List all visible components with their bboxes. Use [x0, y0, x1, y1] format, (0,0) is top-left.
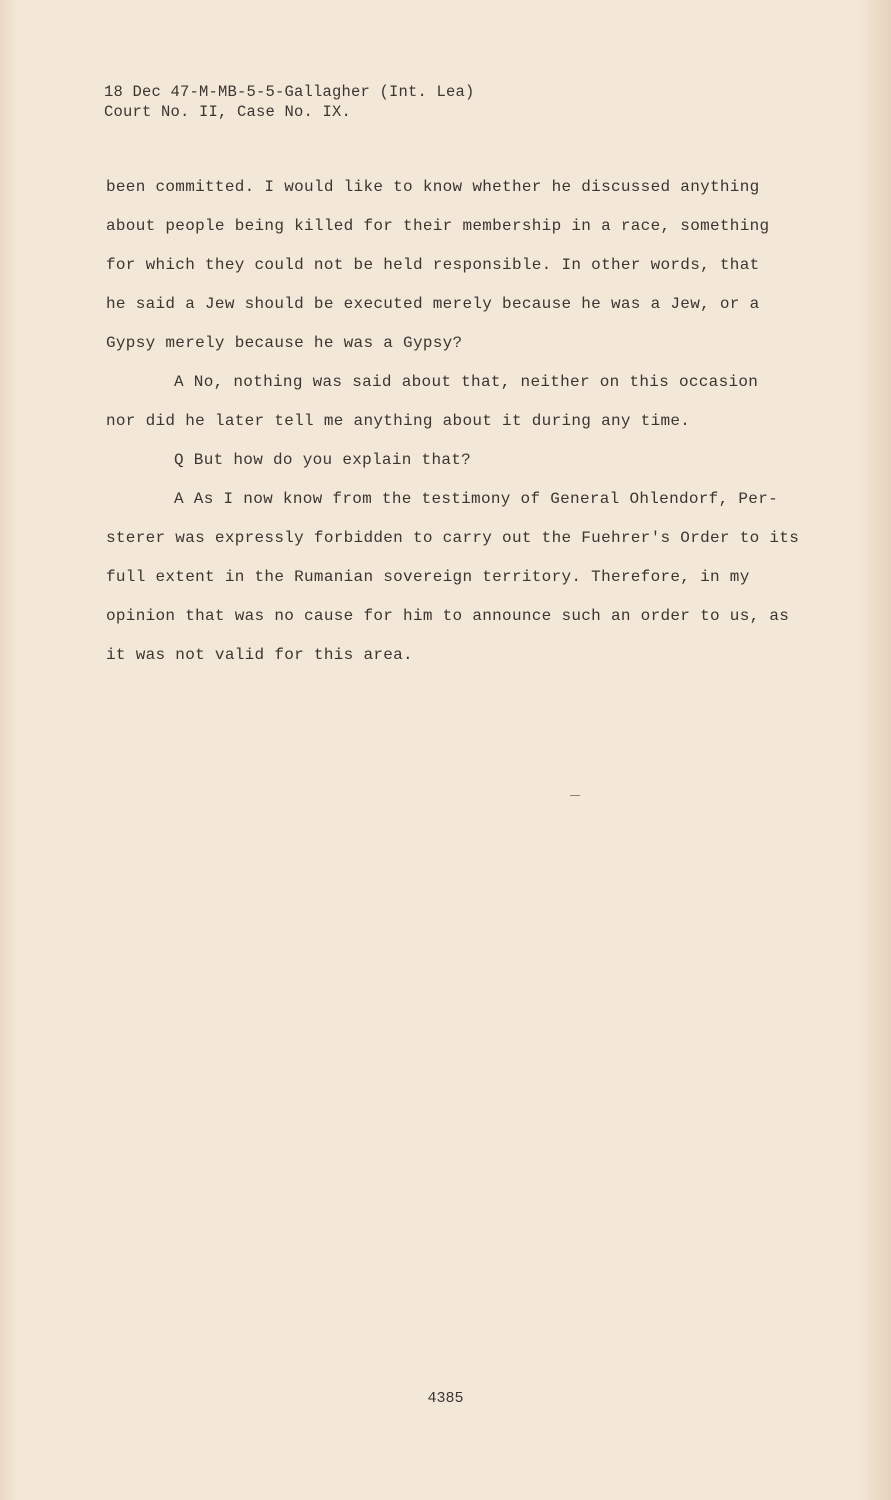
- transcript-line: nor did he later tell me anything about it during any time.: [106, 412, 691, 430]
- question-line: Q But how do you explain that?: [174, 451, 472, 469]
- answer-line: A As I now know from the testimony of General Ohlendorf, Per-: [174, 490, 778, 508]
- transcript-line: sterer was expressly forbidden to carry out the Fuehrer's Order to its: [106, 529, 800, 547]
- transcript-line: been committed. I would like to know whether he discussed anything: [106, 178, 760, 196]
- paper-mark: [570, 795, 580, 796]
- transcript-line: for which they could not be held responsible. In other words, that: [106, 256, 760, 274]
- answer-line: A No, nothing was said about that, neither on this occasion: [174, 373, 759, 391]
- transcript-line: full extent in the Rumanian sovereign territory. Therefore, in my: [106, 568, 750, 586]
- header-line-court-case: Court No. II, Case No. IX.: [104, 103, 352, 121]
- transcript-body: [106, 172, 800, 679]
- transcript-line: he said a Jew should be executed merely because he was a Jew, or a: [106, 295, 760, 313]
- transcript-line: it was not valid for this area.: [106, 646, 413, 664]
- document-header: [104, 82, 475, 122]
- transcript-line: about people being killed for their membership in a race, something: [106, 217, 770, 235]
- page-number: 4385: [427, 1390, 464, 1407]
- header-line-date-reference: 18 Dec 47-M-MB-5-5-Gallagher (Int. Lea): [104, 83, 475, 101]
- transcript-line: opinion that was no cause for him to announce such an order to us, as: [106, 607, 790, 625]
- transcript-line: Gypsy merely because he was a Gypsy?: [106, 334, 463, 352]
